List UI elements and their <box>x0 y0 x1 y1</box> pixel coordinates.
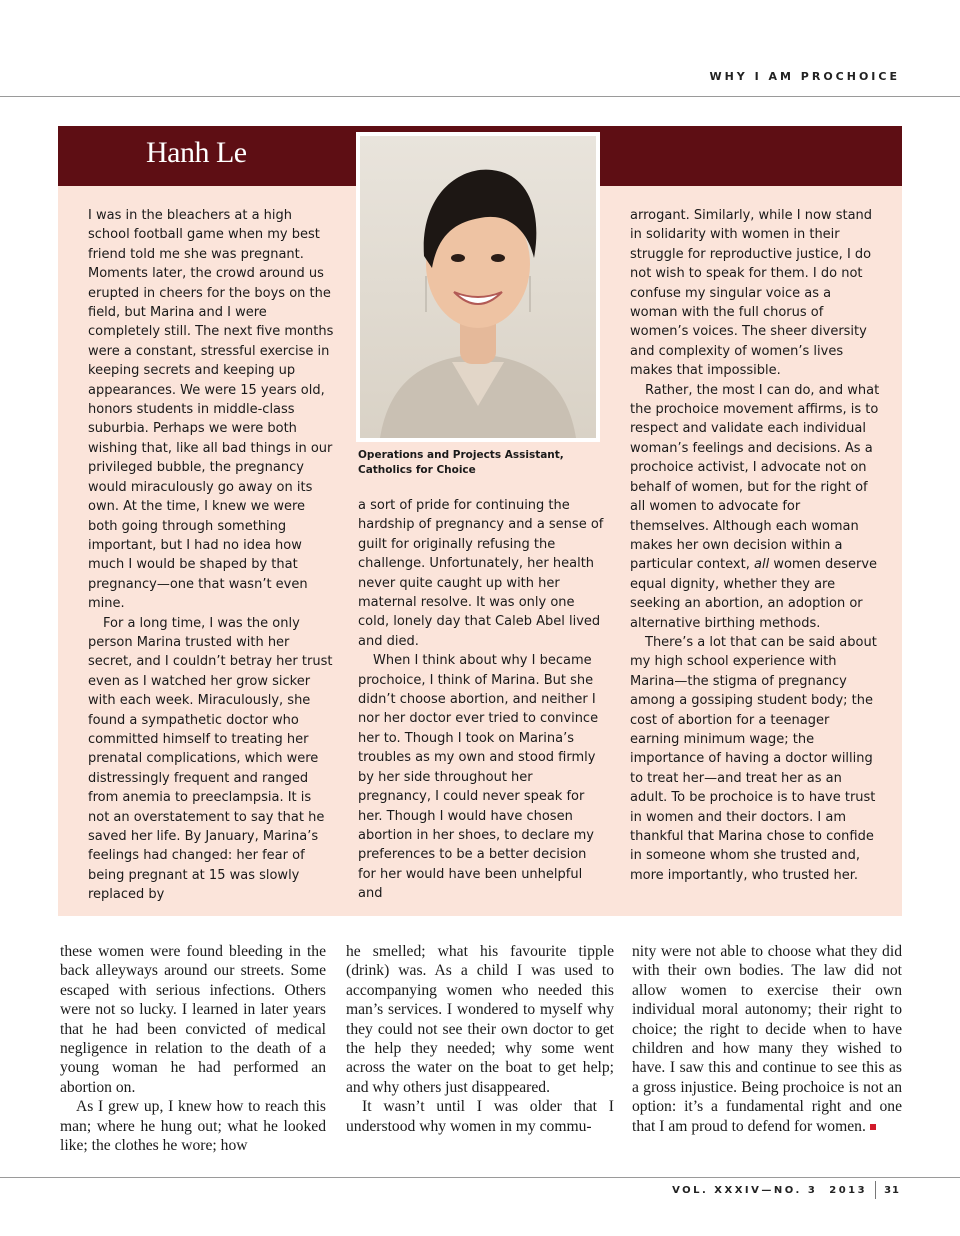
sidebar-column-2 <box>358 496 606 904</box>
paragraph: he smelled; what his favourite tipple (drink) was. As a child I was used to accompanying women who needed this man’s services. I wondered to myself why they could not see their own doctor to get the help they needed; why some went across the water on the boat to get help; and why others just disappeared. <box>346 943 614 1096</box>
paragraph: It wasn’t until I was older that I understood why women in my commu- <box>346 1098 614 1135</box>
paragraph: For a long time, I was the only person Marina trusted with her secret, and I couldn’t betray her trust even as I watched her grow sicker with each week. Miraculously, she found a sympathetic doctor who committed himself to treating her prenatal complications, which were distressingly frequent and ranged from anemia to preeclampsia. It is not an overstatement to say that he saved her life. By January, Marina’s feelings had changed: her fear of being pregnant at 15 was slowly replaced by <box>88 615 333 903</box>
paragraph: As I grew up, I knew how to reach this man; where he hung out; what he looked like; the clothes he wore; how <box>60 1098 326 1155</box>
paragraph: arrogant. Similarly, while I now stand in solidarity with women in their struggle for reproductive justice, I do not wish to speak for them. I do not confuse my singular voice as a woman with the full chorus of women’s voices. The sheer diversity and complexity of women’s lives makes that impossible. <box>630 208 873 379</box>
emphasis: all <box>753 557 770 573</box>
sidebar-column-1 <box>88 206 334 905</box>
footer <box>672 1181 900 1199</box>
paragraph: When I think about why I became prochoice, I think of Marina. But she didn’t choose abortion, and neither I nor her doctor ever tried to convince her to. Though I took on Marina’s troubles as my own and stood firmly by her side throughout her pregnancy, I could never speak for her. Though I would have chosen abortion in her shoes, to declare my preferences to be a better decision for her would have been unhelpful and <box>358 653 599 902</box>
end-mark-icon <box>870 1124 876 1130</box>
paragraph <box>632 942 902 1136</box>
paragraph <box>630 381 880 633</box>
body-column-2 <box>346 942 614 1136</box>
paragraph: I was in the bleachers at a high school football game when my best friend told me she was pregnant. Moments later, the crowd around us erupted in cheers for the boys on the field, but Marina and I were completely still. The next five months were a constant, stressful exercise in keeping secrets and keeping up appearances. We were 15 years old, honors students in middle-class suburbia. Perhaps we were both wishing that, like all bad things in our privileged bubble, the pregnancy would miraculously go away on its own. At the time, I knew we were both going through something important, but I had no idea how much I would be shaped by that pregnancy—one that wasn’t even mine. <box>88 208 334 612</box>
footer-divider <box>875 1181 876 1199</box>
portrait-image <box>360 136 596 438</box>
paragraph: these women were found bleeding in the back alleyways around our streets. Some escaped with serious infections. Others were not so lucky. I learned in later years that he had been convicted of medical negligence in relation to the death of a young woman he had performed an abortion on. <box>60 943 326 1096</box>
top-rule <box>0 96 960 97</box>
text-run: Rather, the most I can do, and what the prochoice movement affirms, is to respect and validate each individual woman’s feelings and decisions. As a prochoice activist, I advocate not on behalf of women, but for the right of all women to advocate for themselves. Although each woman makes her own decision within a particular context, <box>630 382 880 573</box>
issue-info: VOL. XXXIV—NO. 3 2013 <box>672 1184 868 1196</box>
photo-caption: Operations and Projects Assistant, Catholics for Choice <box>358 449 564 476</box>
author-name: Hanh Le <box>146 136 247 169</box>
sidebar-column-3 <box>630 206 880 885</box>
paragraph: There’s a lot that can be said about my high school experience with Marina—the stigma of pregnancy among a gossiping student body; the cost of abortion for a teenager earning minimum wage; the importance of having a doctor willing to treat her—and treat her as an adult. To be prochoice is to have trust in women and their doctors. I am thankful that Marina chose to confide in someone whom she trusted and, more importantly, who trusted her. <box>630 634 877 883</box>
body-column-1 <box>60 942 326 1155</box>
page-number: 31 <box>884 1184 900 1196</box>
running-head: WHY I AM PROCHOICE <box>709 70 900 83</box>
body-column-3 <box>632 942 902 1136</box>
paragraph: a sort of pride for continuing the hardship of pregnancy and a sense of guilt for originally refusing the challenge. Unfortunately, her health never quite caught up with her maternal resolve. It was only one cold, lonely day that Caleb Abel lived and died. <box>358 498 604 649</box>
sidebar-box <box>58 126 902 916</box>
author-photo <box>356 132 600 442</box>
text-run: nity were not able to choose what they did with their own bodies. The law did not allow women to exercise their own individual moral autonomy; their right to choice; the right to decide when to have children and how many they wished to have. I saw this and continue to see this as a gross injustice. Being prochoice is not an option: it’s a fundamental right and one that I am proud to defend for women. <box>632 943 902 1135</box>
bottom-rule <box>0 1177 960 1178</box>
text-run: women deserve equal dignity, whether they are seeking an abortion, an adoption or alternative birthing methods. <box>630 557 878 631</box>
